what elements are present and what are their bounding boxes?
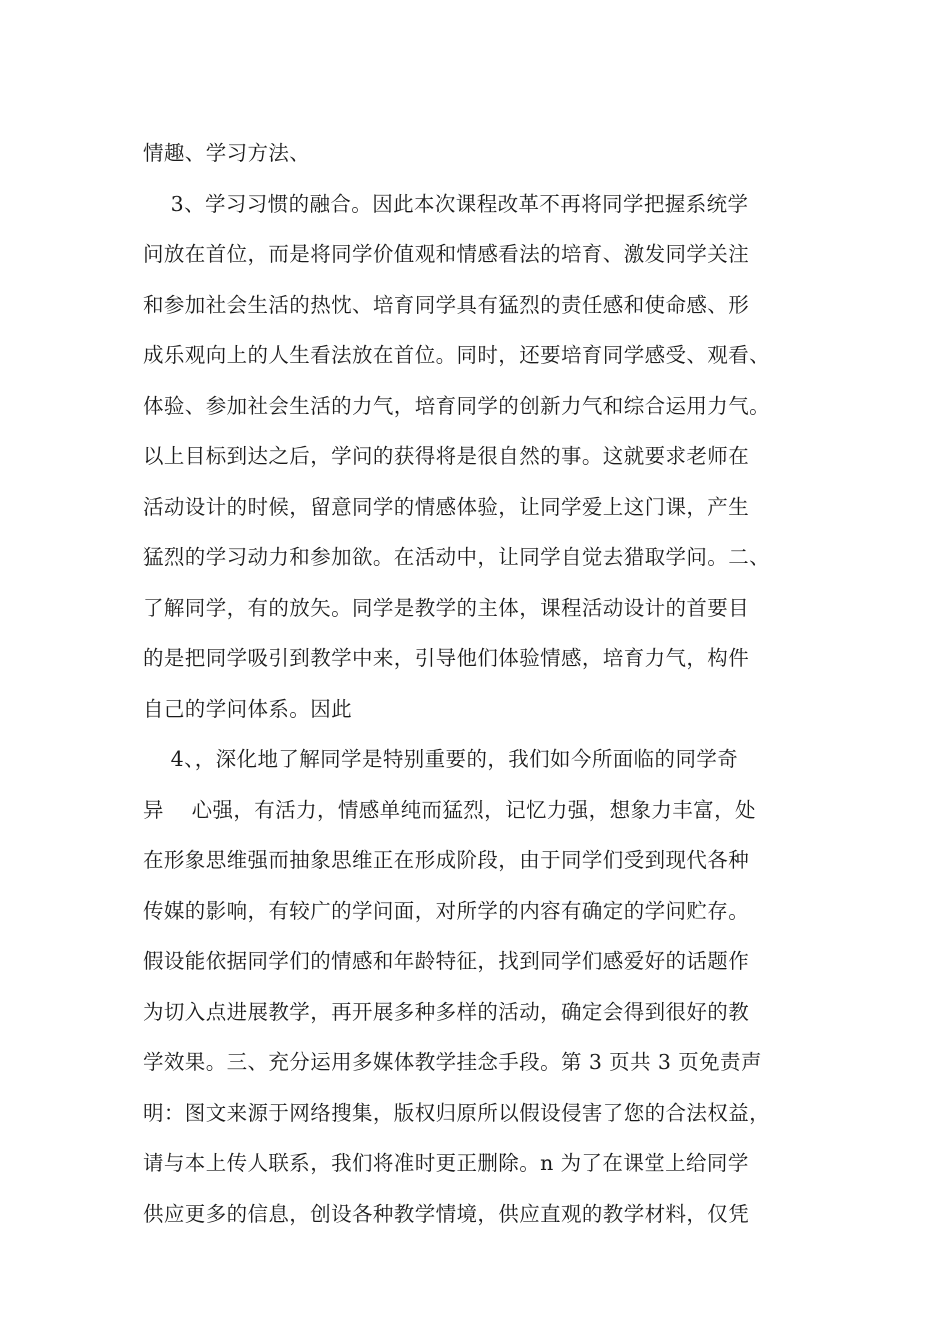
text-line: 在形象思维强而抽象思维正在形成阶段，由于同学们受到现代各种 bbox=[143, 848, 750, 872]
text-line: 供应更多的信息，创设各种教学情境，供应直观的教学材料，仅凭 bbox=[143, 1201, 750, 1226]
text-line: 学效果。三、充分运用多媒体教学挂念手段。第 3 页共 3 页免责声 bbox=[143, 1050, 762, 1074]
body-text bbox=[143, 128, 843, 1239]
text-line: 体验、参加社会生活的力气，培育同学的创新力气和综合运用力气。 bbox=[143, 393, 770, 418]
text-line: 问放在首位，而是将同学价值观和情感看法的培育、激发同学关注 bbox=[143, 242, 750, 266]
text-line: 3、学习习惯的融合。因此本次课程改革不再将同学把握系统学 bbox=[143, 191, 749, 216]
text-line: 假设能依据同学们的情感和年龄特征，找到同学们感爱好的话题作 bbox=[143, 949, 750, 973]
text-line: 自己的学问体系。因此 bbox=[143, 696, 352, 721]
text-line: 请与本上传人联系，我们将准时更正删除。n 为了在课堂上给同学 bbox=[143, 1151, 749, 1175]
text-line: 了解同学，有的放矢。同学是教学的主体，课程活动设计的首要目 bbox=[143, 595, 750, 620]
text-line: 为切入点进展教学，再开展多种多样的活动，确定会得到很好的教 bbox=[143, 999, 750, 1024]
text-line: 猛烈的学习动力和参加欲。在活动中，让同学自觉去猎取学问。二、 bbox=[143, 545, 770, 569]
text-line: 和参加社会生活的热忱、培育同学具有猛烈的责任感和使命感、形 bbox=[143, 292, 750, 317]
text-line: 的是把同学吸引到教学中来，引导他们体验情感，培育力气，构件 bbox=[143, 646, 750, 670]
text-line: 活动设计的时候，留意同学的情感体验，让同学爱上这门课，产生 bbox=[143, 494, 750, 519]
text-line: 传媒的影响，有较广的学问面，对所学的内容有确定的学问贮存。 bbox=[143, 898, 750, 923]
text-line: 成乐观向上的人生看法放在首位。同时，还要培育同学感受、观看、 bbox=[143, 343, 770, 367]
text-line: 4、，深化地了解同学是特别重要的，我们如今所面临的同学奇 bbox=[143, 747, 739, 771]
text-line: 异 心强，有活力，情感单纯而猛烈，记忆力强，想象力丰富，处 bbox=[143, 797, 756, 822]
text-line: 情趣、学习方法、 bbox=[143, 141, 311, 165]
text-line: 明：图文来源于网络搜集，版权归原所以假设侵害了您的合法权益， bbox=[143, 1100, 770, 1125]
text-line: 以上目标到达之后，学问的获得将是很自然的事。这就要求老师在 bbox=[143, 444, 750, 468]
